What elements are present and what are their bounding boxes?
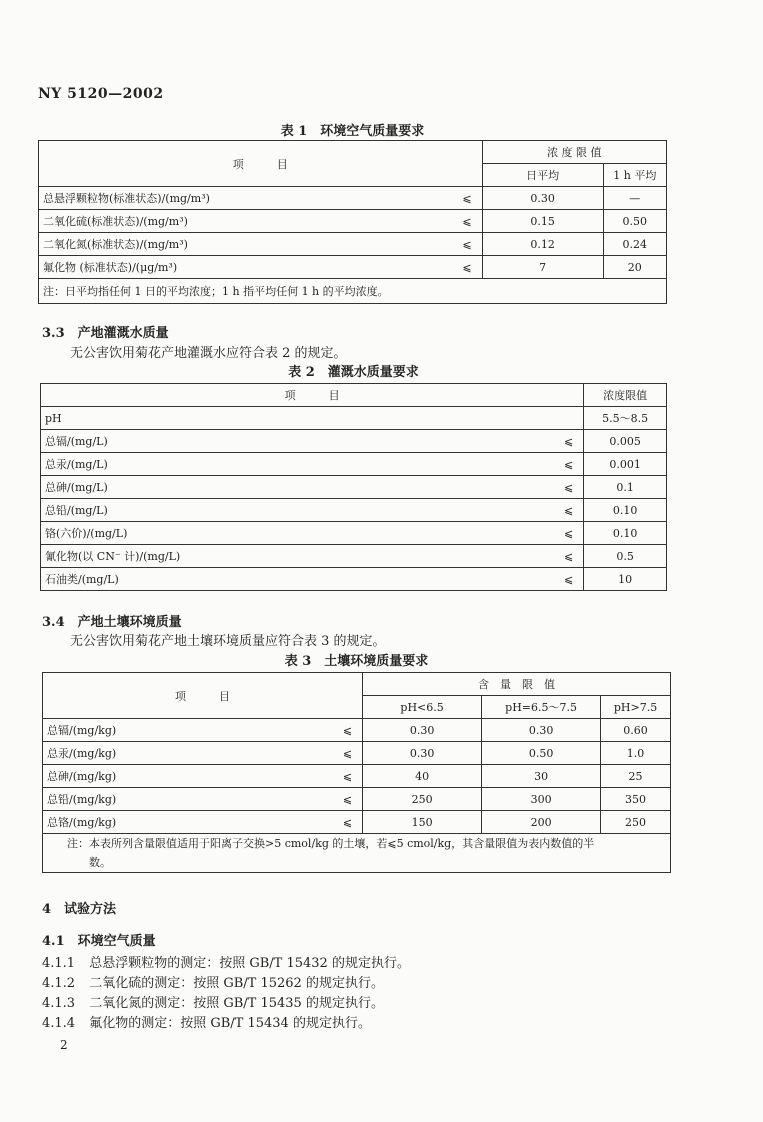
table3-value-ph-mid: 30: [482, 765, 601, 788]
table3-subheader-ph-low: pH<6.5: [363, 696, 482, 719]
le-symbol: ⩽: [547, 476, 584, 499]
table2-value: 0.001: [584, 453, 667, 476]
table3-value-ph-low: 0.30: [363, 742, 482, 765]
table1-subheader-hour: 1 h 平均: [603, 164, 666, 187]
table2-value: 5.5～8.5: [584, 407, 667, 430]
table3: [42, 672, 671, 873]
table3-value-ph-high: 25: [601, 765, 671, 788]
table2-value: 0.005: [584, 430, 667, 453]
table-row: [41, 545, 667, 568]
table2-value: 10: [584, 568, 667, 591]
table1-caption: 表 1 环境空气质量要求: [280, 124, 425, 139]
table3-value-ph-mid: 0.30: [482, 719, 601, 742]
table2-item: 总镉/(mg/L): [41, 430, 548, 453]
table1-header-limit: 浓 度 限 值: [482, 141, 666, 164]
clause-4-1-1: [42, 952, 410, 971]
table3-value-ph-high: 250: [601, 811, 671, 834]
table2-item: 总汞/(mg/L): [41, 453, 548, 476]
table3-caption-wrap: [42, 650, 671, 669]
table3-value-ph-mid: 300: [482, 788, 601, 811]
clause-text: 二氧化氮的测定：按照 GB/T 15435 的规定执行。: [89, 996, 384, 1011]
table3-caption: 表 3 土壤环境质量要求: [284, 654, 429, 669]
table1-subheader-day: 日平均: [482, 164, 603, 187]
clause-text: 氟化物的测定：按照 GB/T 15434 的规定执行。: [89, 1016, 371, 1031]
table-row: [39, 210, 667, 233]
table2-caption-wrap: [40, 361, 667, 380]
clause-number: 4.1.3: [42, 996, 76, 1011]
clause-number: 4.1.1: [42, 956, 76, 971]
table-row: [41, 430, 667, 453]
le-symbol: ⩽: [547, 545, 584, 568]
table1-note: 注：日平均指任何 1 日的平均浓度；1 h 指平均任何 1 h 的平均浓度。: [39, 279, 667, 304]
table-row: [43, 811, 671, 834]
table-row: [39, 187, 667, 210]
le-symbol: ⩽: [547, 499, 584, 522]
table1-caption-wrap: [38, 120, 667, 139]
table2: [40, 383, 667, 591]
table2-item: pH: [41, 407, 548, 430]
table1-item: 二氧化氮(标准状态)/(mg/m³): [39, 233, 446, 256]
table-row: [39, 256, 667, 279]
table-row: [43, 765, 671, 788]
table2-header-limit: 浓度限值: [584, 384, 667, 407]
table3-value-ph-low: 250: [363, 788, 482, 811]
table3-note: [43, 834, 671, 873]
table3-item: 总镉/(mg/kg): [43, 719, 327, 742]
le-symbol: ⩽: [547, 568, 584, 591]
clause-number: 4.1.2: [42, 976, 76, 991]
table-row: [41, 499, 667, 522]
table1-day-value: 0.30: [482, 187, 603, 210]
standard-number: NY 5120—2002: [38, 86, 164, 102]
le-symbol: ⩽: [446, 210, 483, 233]
table1-day-value: 0.12: [482, 233, 603, 256]
table3-note-line2: 数。: [89, 856, 111, 869]
section-3-4-text: 无公害饮用菊花产地土壤环境质量应符合表 3 的规定。: [70, 634, 386, 649]
table2-value: 0.10: [584, 522, 667, 545]
table2-item: 铬(六价)/(mg/L): [41, 522, 548, 545]
table3-header-item: 项 目: [43, 673, 363, 719]
section-4-1-heading: 4.1 环境空气质量: [42, 934, 156, 949]
le-symbol: ⩽: [446, 233, 483, 256]
clause-4-1-2: [42, 972, 384, 991]
table1-header-item: 项 目: [39, 141, 483, 187]
table-row: [43, 788, 671, 811]
table1-item: 氟化物 (标准状态)/(μg/m³): [39, 256, 446, 279]
table2-value: 0.10: [584, 499, 667, 522]
table1-hour-value: —: [603, 187, 666, 210]
table3-value-ph-low: 150: [363, 811, 482, 834]
table3-item: 总砷/(mg/kg): [43, 765, 327, 788]
table3-value-ph-mid: 0.50: [482, 742, 601, 765]
table3-item: 总汞/(mg/kg): [43, 742, 327, 765]
table2-item: 总砷/(mg/L): [41, 476, 548, 499]
table1-item: 总悬浮颗粒物(标准状态)/(mg/m³): [39, 187, 446, 210]
table3-header-limit: 含 量 限 值: [363, 673, 671, 696]
le-symbol: ⩽: [326, 765, 363, 788]
table-row: [41, 476, 667, 499]
le-symbol: ⩽: [326, 788, 363, 811]
table1-hour-value: 20: [603, 256, 666, 279]
table-row: [41, 407, 667, 430]
table-row: [41, 522, 667, 545]
table2-value: 0.1: [584, 476, 667, 499]
table3-value-ph-low: 40: [363, 765, 482, 788]
page-number: 2: [60, 1038, 68, 1052]
table1-day-value: 0.15: [482, 210, 603, 233]
table-row: [41, 453, 667, 476]
clause-4-1-4: [42, 1012, 371, 1031]
table2-item: 石油类/(mg/L): [41, 568, 548, 591]
le-symbol: ⩽: [547, 430, 584, 453]
table3-item: 总铬/(mg/kg): [43, 811, 327, 834]
clause-4-1-3: [42, 992, 384, 1011]
table2-item: 总铅/(mg/L): [41, 499, 548, 522]
table3-note-line1: 注：本表所列含量限值适用于阳离子交换>5 cmol/kg 的土壤，若⩽5 cmol/kg，其含量限值为表内数值的半: [67, 837, 595, 850]
section-4-heading: 4 试验方法: [42, 902, 117, 917]
section-3-4-heading: 3.4 产地土壤环境质量: [42, 615, 182, 630]
le-symbol: ⩽: [547, 522, 584, 545]
table2-header-item: 项 目: [41, 384, 584, 407]
le-symbol: ⩽: [446, 256, 483, 279]
clause-text: 二氧化硫的测定：按照 GB/T 15262 的规定执行。: [89, 976, 384, 991]
table-row: [43, 719, 671, 742]
table2-caption: 表 2 灌溉水质量要求: [288, 365, 419, 380]
table3-value-ph-high: 1.0: [601, 742, 671, 765]
table-row: [43, 742, 671, 765]
table-row: [39, 233, 667, 256]
clause-number: 4.1.4: [42, 1016, 76, 1031]
table3-subheader-ph-mid: pH=6.5～7.5: [482, 696, 601, 719]
section-3-3-text: 无公害饮用菊花产地灌溉水应符合表 2 的规定。: [70, 346, 347, 361]
table3-value-ph-high: 350: [601, 788, 671, 811]
table1-day-value: 7: [482, 256, 603, 279]
le-symbol: ⩽: [326, 811, 363, 834]
le-symbol: ⩽: [326, 719, 363, 742]
table1-hour-value: 0.24: [603, 233, 666, 256]
table1-item: 二氧化硫(标准状态)/(mg/m³): [39, 210, 446, 233]
table-row: [41, 568, 667, 591]
table3-value-ph-high: 0.60: [601, 719, 671, 742]
section-3-3-heading: 3.3 产地灌溉水质量: [42, 326, 169, 341]
clause-text: 总悬浮颗粒物的测定：按照 GB/T 15432 的规定执行。: [89, 956, 410, 971]
table2-value: 0.5: [584, 545, 667, 568]
table1: [38, 140, 667, 304]
le-symbol: ⩽: [547, 453, 584, 476]
table2-item: 氰化物(以 CN⁻ 计)/(mg/L): [41, 545, 548, 568]
le-symbol: ⩽: [446, 187, 483, 210]
table3-subheader-ph-high: pH>7.5: [601, 696, 671, 719]
table3-item: 总铅/(mg/kg): [43, 788, 327, 811]
le-symbol: ⩽: [326, 742, 363, 765]
table3-value-ph-mid: 200: [482, 811, 601, 834]
le-symbol: [547, 407, 584, 430]
table1-hour-value: 0.50: [603, 210, 666, 233]
table3-value-ph-low: 0.30: [363, 719, 482, 742]
